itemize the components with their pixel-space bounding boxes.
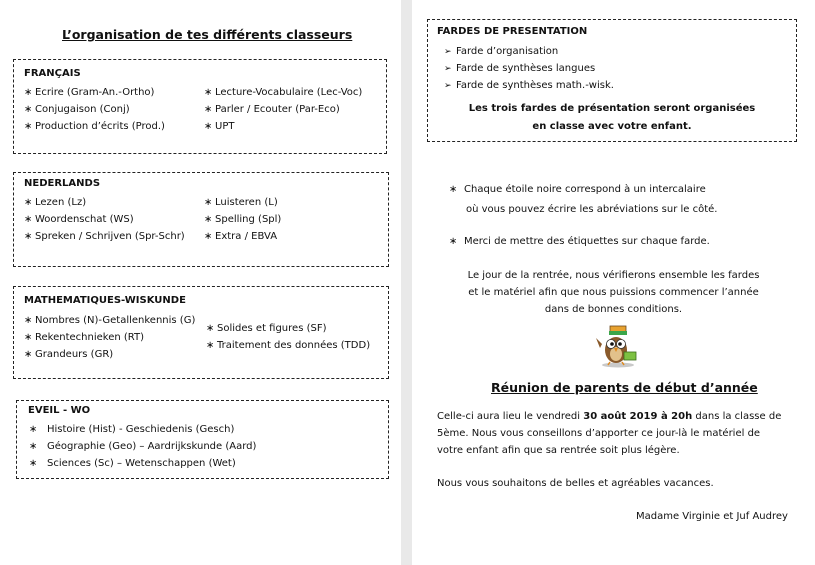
list-item: ∗ Luisteren (L): [204, 194, 281, 211]
signature: Madame Virginie et Juf Audrey: [636, 511, 788, 522]
eveil-heading: EVEIL - WO: [28, 405, 91, 416]
star-bullet-icon: ∗: [204, 121, 213, 132]
fardes-box: [427, 19, 797, 142]
list-item: ∗ Géographie (Geo) – Aardrijkskunde (Aard): [29, 438, 256, 455]
star-bullet-icon: ∗: [24, 104, 33, 115]
star-bullet-icon: ∗: [29, 424, 38, 435]
list-item: ∗ UPT: [204, 118, 362, 135]
nederlands-heading: NEDERLANDS: [24, 178, 101, 189]
star-bullet-icon: ∗: [29, 458, 38, 469]
list-item: ∗ Traitement des données (TDD): [206, 337, 370, 354]
nederlands-col2: [204, 194, 281, 245]
list-item: ∗ Ecrire (Gram-An.-Ortho): [24, 84, 165, 101]
star-bullet-icon: ∗: [24, 315, 33, 326]
rentree-para-line2: et le matériel afin que nous puissions commencer l’année: [468, 287, 759, 298]
arrow-bullet-icon: ➢: [444, 64, 452, 74]
list-item: ∗ Solides et figures (SF): [206, 320, 370, 337]
list-item: ∗ Nombres (N)-Getallenkennis (G): [24, 312, 195, 329]
list-item: ∗ Spreken / Schrijven (Spr-Schr): [24, 228, 185, 245]
left-page-title: L’organisation de tes différents classeurs: [62, 27, 353, 42]
math-col2: [206, 320, 370, 354]
list-item: ∗ Grandeurs (GR): [24, 346, 195, 363]
reunion-title: Réunion de parents de début d’année: [491, 380, 758, 395]
rentree-para-line1: Le jour de la rentrée, nous vérifierons ensemble les fardes: [467, 270, 760, 281]
math-box: [13, 286, 389, 379]
star-bullet-icon: ∗: [449, 236, 458, 247]
star-note-line2: où vous pouvez écrire les abréviations sur le côté.: [466, 204, 718, 215]
fardes-list: [444, 43, 614, 94]
star-bullet-icon: ∗: [24, 231, 33, 242]
list-item: ∗ Histoire (Hist) - Geschiedenis (Gesch): [29, 421, 256, 438]
list-item: ∗ Lezen (Lz): [24, 194, 185, 211]
star-bullet-icon: ∗: [204, 87, 213, 98]
star-bullet-icon: ∗: [204, 197, 213, 208]
list-item: ∗ Rekentechnieken (RT): [24, 329, 195, 346]
reunion-line3: votre enfant afin que sa rentrée soit plus légère.: [437, 445, 680, 456]
star-bullet-icon: ∗: [24, 349, 33, 360]
list-item: ∗ Spelling (Spl): [204, 211, 281, 228]
francais-heading: FRANÇAIS: [24, 68, 81, 79]
list-item: ➢ Farde de synthèses langues: [444, 60, 614, 77]
francais-col2: [204, 84, 362, 135]
star-bullet-icon: ∗: [29, 441, 38, 452]
star-bullet-icon: ∗: [24, 121, 33, 132]
right-page: [412, 0, 815, 565]
francais-box: [13, 59, 387, 154]
arrow-bullet-icon: ➢: [444, 81, 452, 91]
fardes-heading: FARDES DE PRESENTATION: [437, 26, 588, 37]
star-bullet-icon: ∗: [24, 214, 33, 225]
star-bullet-icon: ∗: [204, 231, 213, 242]
list-item: ∗ Production d’écrits (Prod.): [24, 118, 165, 135]
star-bullet-icon: ∗: [24, 87, 33, 98]
math-heading: MATHEMATIQUES-WISKUNDE: [24, 295, 186, 306]
list-item: ∗ Lecture-Vocabulaire (Lec-Voc): [204, 84, 362, 101]
math-col1: [24, 312, 195, 363]
owl-illustration: [594, 322, 642, 368]
reunion-line1: Celle-ci aura lieu le vendredi 30 août 2019 à 20h dans la classe de: [437, 411, 782, 422]
eveil-list: [29, 421, 256, 472]
star-bullet-icon: ∗: [449, 184, 458, 195]
left-page: [0, 0, 401, 565]
arrow-bullet-icon: ➢: [444, 47, 452, 57]
list-item: ∗ Parler / Ecouter (Par-Eco): [204, 101, 362, 118]
star-bullet-icon: ∗: [206, 323, 215, 334]
eveil-box: [16, 400, 389, 479]
star-bullet-icon: ∗: [206, 340, 215, 351]
list-item: ∗ Woordenschat (WS): [24, 211, 185, 228]
reunion-line2: 5ème. Nous vous conseillons d’apporter ce jour-là le matériel de: [437, 428, 761, 439]
francais-col1: [24, 84, 165, 135]
star-bullet-icon: ∗: [24, 332, 33, 343]
star-bullet-icon: ∗: [204, 214, 213, 225]
star-note-line1: ∗ Chaque étoile noire correspond à un intercalaire: [449, 184, 706, 195]
rentree-para-line3: dans de bonnes conditions.: [544, 304, 683, 315]
star-bullet-icon: ∗: [204, 104, 213, 115]
nederlands-col1: [24, 194, 185, 245]
list-item: ∗ Extra / EBVA: [204, 228, 281, 245]
wishes-text: Nous vous souhaitons de belles et agréables vacances.: [437, 478, 714, 489]
fardes-note-line2: en classe avec votre enfant.: [532, 121, 692, 132]
labels-note: ∗ Merci de mettre des étiquettes sur chaque farde.: [449, 236, 710, 247]
star-bullet-icon: ∗: [24, 197, 33, 208]
list-item: ∗ Conjugaison (Conj): [24, 101, 165, 118]
list-item: ∗ Sciences (Sc) – Wetenschappen (Wet): [29, 455, 256, 472]
nederlands-box: [13, 172, 389, 267]
fardes-note-line1: Les trois fardes de présentation seront organisées: [468, 103, 756, 114]
list-item: ➢ Farde d’organisation: [444, 43, 614, 60]
list-item: ➢ Farde de synthèses math.-wisk.: [444, 77, 614, 94]
